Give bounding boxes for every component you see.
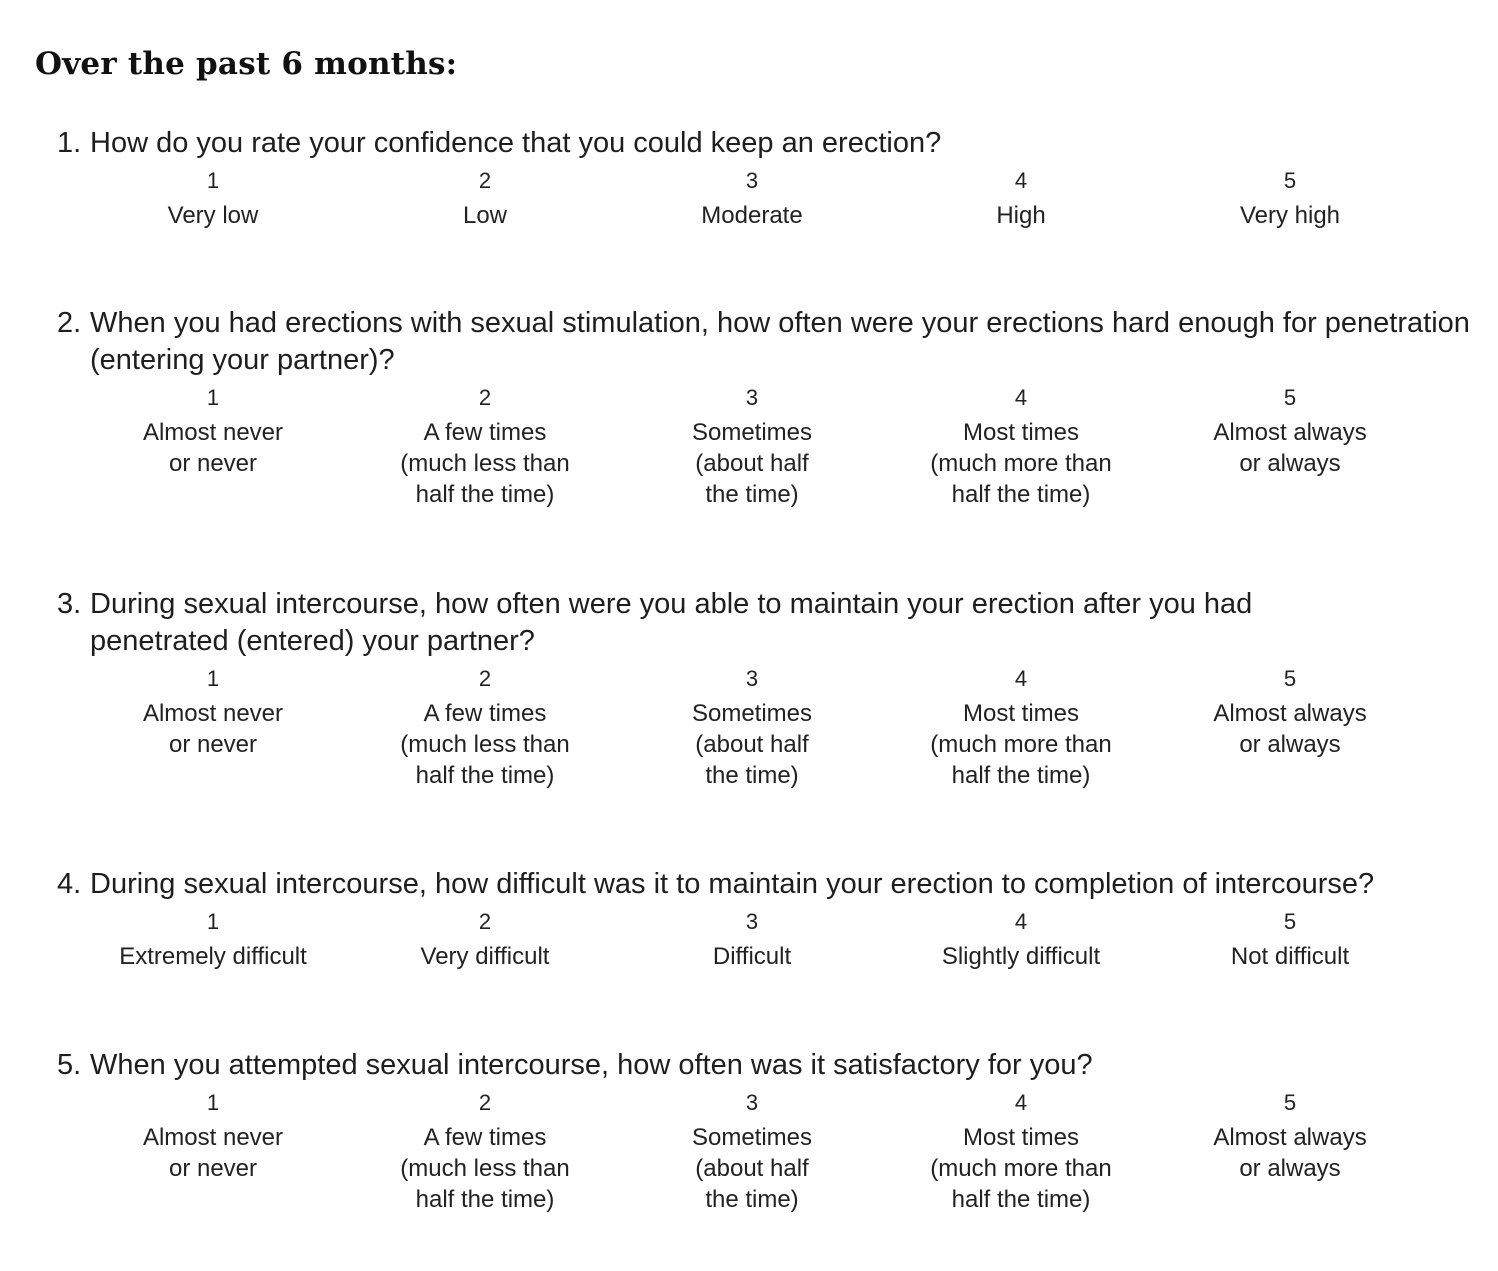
question-text-row <box>57 125 1487 162</box>
option-label-line: (much less than <box>400 731 570 758</box>
option-label-line: half the time) <box>951 481 1091 508</box>
answer-option-4[interactable] <box>891 1088 1151 1215</box>
option-label-line: Sometimes <box>691 419 813 446</box>
option-label-line: Low <box>462 202 508 229</box>
question-number: 2. <box>57 307 82 339</box>
option-label-line: Very high <box>1239 202 1341 229</box>
answer-option-4[interactable] <box>891 664 1151 791</box>
answer-option-2[interactable] <box>355 1088 615 1215</box>
option-label <box>355 200 615 231</box>
option-value: 4 <box>1014 666 1028 691</box>
option-label-line: Almost always <box>1213 700 1367 727</box>
option-label-line: Sometimes <box>691 700 813 727</box>
option-label-line: Very difficult <box>420 943 550 970</box>
option-value: 4 <box>1014 1090 1028 1115</box>
answer-option-1[interactable] <box>83 383 343 479</box>
option-label-line: A few times <box>423 1124 547 1151</box>
option-label-line: Very low <box>167 202 259 229</box>
option-label-line: half the time) <box>951 762 1091 789</box>
question-text-row <box>57 866 1487 903</box>
answer-option-4[interactable] <box>891 383 1151 510</box>
option-label <box>83 200 343 231</box>
option-value: 5 <box>1283 1090 1297 1115</box>
question-text-row <box>57 305 1487 379</box>
option-label <box>622 417 882 510</box>
option-value: 4 <box>1014 909 1028 934</box>
option-label-line: or always <box>1239 731 1341 758</box>
option-label-line: the time) <box>705 1186 799 1213</box>
question-number: 5. <box>57 1049 82 1081</box>
answer-option-5[interactable] <box>1160 664 1420 760</box>
option-value: 1 <box>206 909 220 934</box>
option-value: 1 <box>206 1090 220 1115</box>
question-2 <box>57 305 1487 508</box>
option-value: 5 <box>1283 666 1297 691</box>
answer-option-5[interactable] <box>1160 166 1420 231</box>
answer-option-4[interactable] <box>891 907 1151 972</box>
question-5 <box>57 1047 1487 1213</box>
option-label <box>891 941 1151 972</box>
option-label-line: Difficult <box>712 943 792 970</box>
question-text: During sexual intercourse, how often were you able to maintain your erection after you had penetrated (entered) your partner? <box>90 588 1253 657</box>
question-text-row <box>57 586 1487 660</box>
answer-option-3[interactable] <box>622 166 882 231</box>
option-value: 2 <box>478 385 492 410</box>
option-label-line: High <box>996 202 1046 229</box>
option-label <box>1160 1122 1420 1184</box>
question-3 <box>57 586 1487 789</box>
answer-option-4[interactable] <box>891 166 1151 231</box>
question-number: 1. <box>57 127 82 159</box>
option-label <box>83 698 343 760</box>
answer-option-3[interactable] <box>622 907 882 972</box>
option-label-line: Most times <box>962 419 1079 446</box>
option-label-line: or always <box>1239 450 1341 477</box>
answer-options <box>57 1088 1487 1213</box>
option-label-line: (about half <box>695 1155 809 1182</box>
option-label-line: or always <box>1239 1155 1341 1182</box>
option-label <box>891 200 1151 231</box>
option-label-line: Sometimes <box>691 1124 813 1151</box>
option-label <box>1160 698 1420 760</box>
option-value: 3 <box>745 168 759 193</box>
option-value: 4 <box>1014 168 1028 193</box>
answer-options <box>57 383 1487 508</box>
answer-options <box>57 664 1487 789</box>
option-value: 3 <box>745 909 759 934</box>
question-text: When you had erections with sexual stimulation, how often were your erections hard enough for penetration (entering your partner)? <box>90 307 1470 376</box>
option-label-line: Moderate <box>701 202 803 229</box>
option-label-line: (about half <box>695 450 809 477</box>
option-value: 3 <box>745 385 759 410</box>
option-label <box>83 1122 343 1184</box>
option-label-line: half the time) <box>951 1186 1091 1213</box>
option-value: 2 <box>478 1090 492 1115</box>
option-value: 5 <box>1283 168 1297 193</box>
option-label <box>355 941 615 972</box>
option-label <box>355 417 615 510</box>
option-label-line: the time) <box>705 762 799 789</box>
option-label-line: (much less than <box>400 450 570 477</box>
option-value: 1 <box>206 385 220 410</box>
option-label-line: Most times <box>962 1124 1079 1151</box>
option-label-line: Almost never <box>142 1124 284 1151</box>
question-text-row <box>57 1047 1487 1084</box>
option-label-line: (much more than <box>930 450 1112 477</box>
question-text: During sexual intercourse, how difficult was it to maintain your erection to completion of intercourse? <box>90 868 1375 900</box>
answer-options <box>57 907 1487 1017</box>
option-label <box>891 417 1151 510</box>
option-value: 1 <box>206 666 220 691</box>
question-number: 4. <box>57 868 82 900</box>
option-label-line: Almost always <box>1213 419 1367 446</box>
option-value: 1 <box>206 168 220 193</box>
option-value: 2 <box>478 909 492 934</box>
answer-option-3[interactable] <box>622 664 882 791</box>
option-label-line: the time) <box>705 481 799 508</box>
option-label-line: half the time) <box>415 762 555 789</box>
option-label <box>622 698 882 791</box>
option-label-line: A few times <box>423 700 547 727</box>
option-label-line: or never <box>168 450 258 477</box>
answer-option-3[interactable] <box>622 383 882 510</box>
option-label-line: half the time) <box>415 1186 555 1213</box>
option-label-line: A few times <box>423 419 547 446</box>
option-label <box>355 1122 615 1215</box>
question-text: When you attempted sexual intercourse, how often was it satisfactory for you? <box>90 1049 1093 1081</box>
option-label <box>83 417 343 479</box>
option-label-line: or never <box>168 1155 258 1182</box>
option-label-line: (about half <box>695 731 809 758</box>
option-label-line: Almost never <box>142 700 284 727</box>
option-value: 5 <box>1283 385 1297 410</box>
option-label-line: Slightly difficult <box>941 943 1101 970</box>
question-1 <box>57 125 1487 276</box>
answer-option-3[interactable] <box>622 1088 882 1215</box>
option-value: 2 <box>478 168 492 193</box>
answer-options <box>57 166 1487 276</box>
answer-option-5[interactable] <box>1160 383 1420 479</box>
option-value: 4 <box>1014 385 1028 410</box>
option-label-line: (much more than <box>930 731 1112 758</box>
answer-option-1[interactable] <box>83 1088 343 1184</box>
option-label <box>622 941 882 972</box>
option-label-line: half the time) <box>415 481 555 508</box>
option-label-line: Almost never <box>142 419 284 446</box>
question-4 <box>57 866 1487 1017</box>
option-label <box>891 698 1151 791</box>
option-value: 3 <box>745 666 759 691</box>
option-label-line: Extremely difficult <box>119 943 307 970</box>
option-label <box>1160 417 1420 479</box>
answer-option-1[interactable] <box>83 907 343 972</box>
option-label <box>622 200 882 231</box>
option-label-line: (much more than <box>930 1155 1112 1182</box>
answer-option-5[interactable] <box>1160 907 1420 972</box>
answer-option-5[interactable] <box>1160 1088 1420 1184</box>
page-heading: Over the past 6 months: <box>35 46 458 82</box>
option-label-line: Almost always <box>1213 1124 1367 1151</box>
option-label <box>1160 941 1420 972</box>
option-value: 2 <box>478 666 492 691</box>
answer-option-1[interactable] <box>83 166 343 231</box>
option-label-line: Most times <box>962 700 1079 727</box>
option-label <box>891 1122 1151 1215</box>
option-value: 3 <box>745 1090 759 1115</box>
answer-option-2[interactable] <box>355 166 615 231</box>
question-number: 3. <box>57 588 82 620</box>
option-label <box>355 698 615 791</box>
option-label-line: (much less than <box>400 1155 570 1182</box>
option-label <box>83 941 343 972</box>
option-label <box>1160 200 1420 231</box>
answer-option-1[interactable] <box>83 664 343 760</box>
question-text: How do you rate your confidence that you could keep an erection? <box>90 127 942 159</box>
option-value: 5 <box>1283 909 1297 934</box>
option-label-line: Not difficult <box>1230 943 1350 970</box>
answer-option-2[interactable] <box>355 907 615 972</box>
answer-option-2[interactable] <box>355 664 615 791</box>
option-label <box>622 1122 882 1215</box>
option-label-line: or never <box>168 731 258 758</box>
answer-option-2[interactable] <box>355 383 615 510</box>
